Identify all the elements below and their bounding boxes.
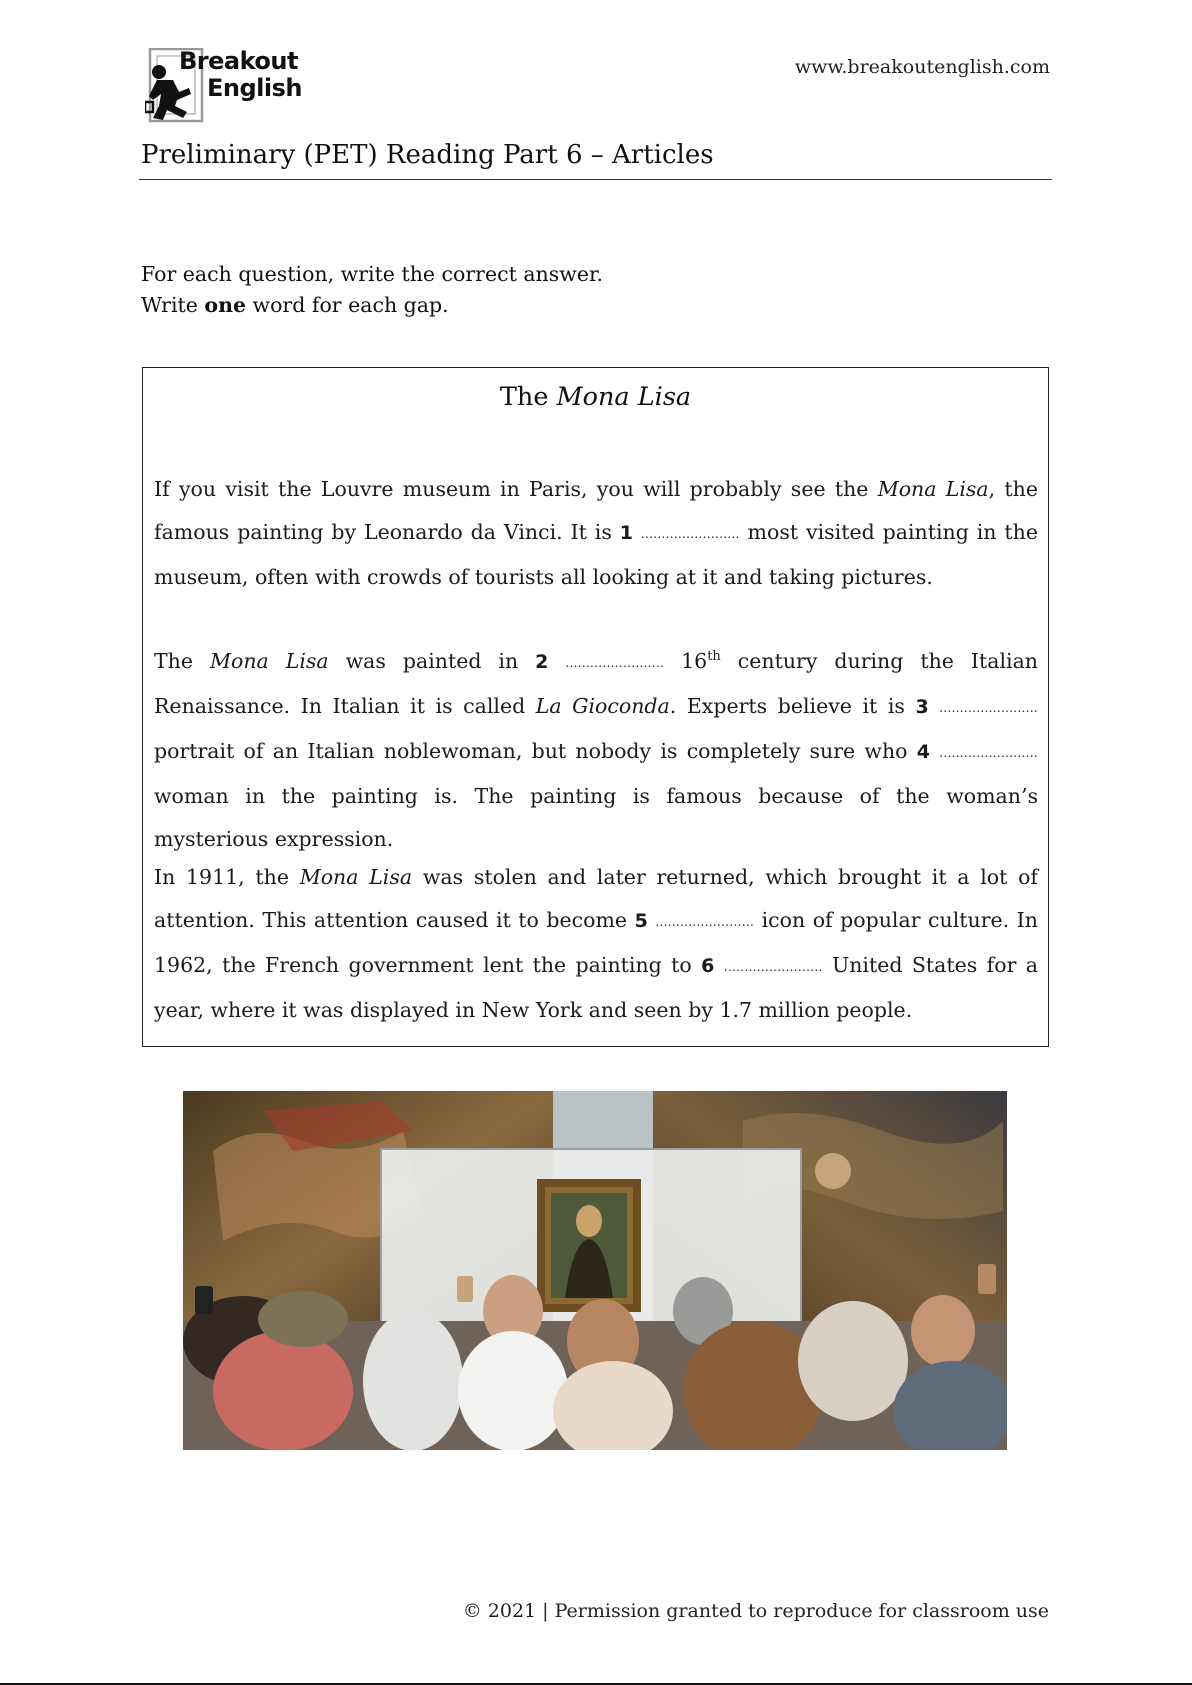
gap-dots: ........................ (723, 960, 823, 974)
instruction-emphasis: one (204, 293, 247, 317)
text: In 1911, the (154, 865, 300, 889)
instruction-text: Write (141, 293, 205, 317)
instruction-line-2 (141, 290, 603, 321)
logo-line-2: English (207, 74, 302, 102)
text-italic: Mona Lisa (209, 649, 329, 673)
gap-3[interactable] (915, 694, 1038, 718)
text: The (154, 649, 210, 673)
breakout-english-logo (145, 48, 320, 126)
copyright-notice: © 2021 | Permission granted to reproduce for classroom use (462, 1600, 1049, 1622)
text: icon of popular culture. In 1962, the French government lent the painting to (154, 908, 1038, 977)
text-italic: Mona Lisa (299, 865, 413, 889)
gap-number: 2 (535, 651, 549, 673)
instructions (141, 259, 603, 321)
gap-dots: ........................ (939, 701, 1038, 715)
gap-1[interactable] (620, 520, 740, 544)
instruction-line-1: For each question, write the correct answer. (141, 262, 604, 286)
text: 16 (664, 649, 708, 673)
paragraph-1 (154, 468, 1038, 599)
logo-line-1: Breakout (179, 47, 298, 75)
text: century during the Italian Renaissance. In Italian it is called (154, 649, 1038, 718)
gap-6[interactable] (701, 953, 822, 977)
text-italic: La Gioconda (535, 694, 670, 718)
gap-dots: ........................ (939, 746, 1038, 760)
gap-4[interactable] (917, 739, 1038, 763)
text: , the famous painting by Leonardo da Vinci. It is (154, 477, 1038, 544)
gap-number: 5 (634, 910, 648, 932)
text: portrait of an Italian noblewoman, but nobody is completely sure who (154, 739, 917, 763)
gap-dots: ........................ (655, 915, 755, 929)
page-title: Preliminary (PET) Reading Part 6 – Articles (141, 140, 714, 170)
text: woman in the painting is. The painting is famous because of the woman’s mysterious expression. (154, 784, 1038, 851)
paragraph-2 (154, 640, 1038, 861)
text: most visited painting in the museum, often with crowds of tourists all looking at it and taking pictures. (154, 520, 1038, 589)
logo-wordmark (179, 48, 302, 102)
gap-number: 6 (701, 955, 715, 977)
gap-number: 3 (915, 696, 929, 718)
text: . Experts believe it is (669, 694, 916, 718)
text: United States for a year, where it was displayed in New York and seen by 1.7 million people. (154, 953, 1038, 1022)
article-title-plain: The (499, 382, 557, 412)
article-title (143, 382, 1048, 412)
article-title-italic: Mona Lisa (556, 382, 692, 412)
mona-lisa-crowd-photo (183, 1091, 1007, 1450)
article-box (142, 367, 1049, 1047)
text-italic: Mona Lisa (877, 477, 989, 501)
gap-number: 1 (619, 522, 633, 544)
text: was painted in (328, 649, 536, 673)
text: If you visit the Louvre museum in Paris, you will probably see the (154, 477, 878, 501)
gap-5[interactable] (635, 908, 755, 932)
gap-2[interactable] (535, 649, 664, 673)
paragraph-3 (154, 856, 1038, 1032)
gap-dots: ........................ (640, 527, 740, 541)
website-url: www.breakoutenglish.com (794, 56, 1050, 78)
superscript: th (707, 649, 721, 665)
text: was stolen and later returned, which brought it a lot of attention. This attention caused it to become (154, 865, 1038, 932)
instruction-text: word for each gap. (246, 293, 449, 317)
gap-number: 4 (916, 741, 930, 763)
title-divider (139, 179, 1052, 180)
gap-dots: ........................ (565, 656, 665, 670)
